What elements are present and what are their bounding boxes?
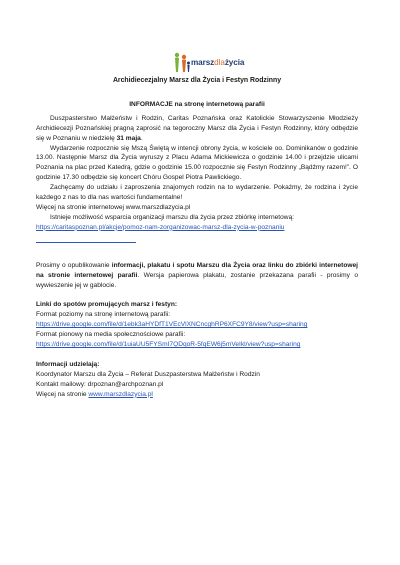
links-heading: Linki do spotów promujących marsz i festyn:: [36, 301, 178, 309]
website-link[interactable]: www.marszdlazycia.pl: [88, 390, 153, 398]
logo-wordmark: marszdlażycia: [191, 58, 245, 67]
document-title: Archidiecezjalny Marsz dla Życia i Festyn Rodzinny: [112, 77, 282, 84]
publication-request-paragraph: Prosimy o opublikowanie informacji, plakatu i spotu Marszu dla Życia oraz linku do zbiórki internetowej na stronie internetowej parafii. Wersja papierowa plakatu, zostanie przekazana parafii - prosimy o wywieszenie jej w gablocie.: [36, 261, 358, 289]
contact-website: Więcej na stronie www.marszdlazycia.pl: [36, 390, 153, 398]
fundraiser-link[interactable]: https://caritaspoznan.pl/akcje/pomoz-nam-zorganizowac-marsz-dla-zycia-w-poznaniu: [36, 223, 285, 231]
website-paragraph: Więcej na stronie internetowej www.marszdlazycia.pl: [36, 203, 191, 211]
document-body: [36, 76, 358, 400]
format1-link[interactable]: https://drive.google.com/file/d/1ebk3aHYDfT1VEcVlXNCncghRP6XFC9Y8/view?usp=sharing: [36, 321, 308, 329]
contact-coordinator: Koordynator Marszu dla Życia – Referat Duszpasterstwa Małżeństw i Rodzin: [36, 370, 260, 378]
divider-line: [36, 233, 136, 243]
schedule-paragraph: Wydarzenie rozpocznie się Mszą Świętą w intencji obrony życia, w kościele oo. Dominikanów o godzinie 13.00. Następnie Marsz dla Życia wyruszy z Placu Adama Mickiewicza o godzinie 14.00 i przejdzie ulicami Poznania na plac przed Katedrą, gdzie o godzinie 15.00 rozpocznie się Festyn Rodzinny „Bądźmy razem!”. O godzinie 17.30 odbędzie się koncert Chóru Gospel Piotra Pawlickiego.: [36, 144, 358, 182]
invitation-paragraph: Zachęcamy do udziału i zaproszenia znajomych rodzin na to wydarzenie. Pokażmy, że rodzina i życie każdego z nas to dla nas wartości fundamentalne!: [36, 184, 358, 202]
format2-link[interactable]: https://drive.google.com/file/d/1uiaUU5FYSmI7QDqoR-5fqEW6j5mVeIkl/view?usp=sharing: [36, 341, 301, 349]
contact-email: Kontakt mailowy: drpoznan@archpoznan.pl: [36, 380, 164, 388]
intro-paragraph: Duszpasterstwo Małżeństw i Rodzin, Caritas Poznańska oraz Katolickie Stowarzyszenie Młodzieży Archidiecezji Poznańskiej pragną zaprosić na tegoroczny Marsz dla Życia i Festyn Rodzinny, który odbędzie się w Poznaniu w niedzielę 31 maja.: [36, 114, 358, 142]
family-figures-icon: [172, 52, 192, 74]
format2-label: Format pionowy na media społecznościowe parafii:: [36, 331, 186, 339]
marsz-dla-zycia-logo: [172, 52, 244, 74]
format1-label: Format poziomy na stronę internetową parafii:: [36, 311, 171, 319]
document-subtitle: INFORMACJE na stronę internetową parafii: [129, 100, 265, 108]
fundraiser-paragraph: Istnieje możliwość wsparcia organizacji marszu dla życia przez zbiórkę internetową:: [50, 213, 295, 221]
contact-heading: Informacji udzielają:: [36, 360, 100, 368]
